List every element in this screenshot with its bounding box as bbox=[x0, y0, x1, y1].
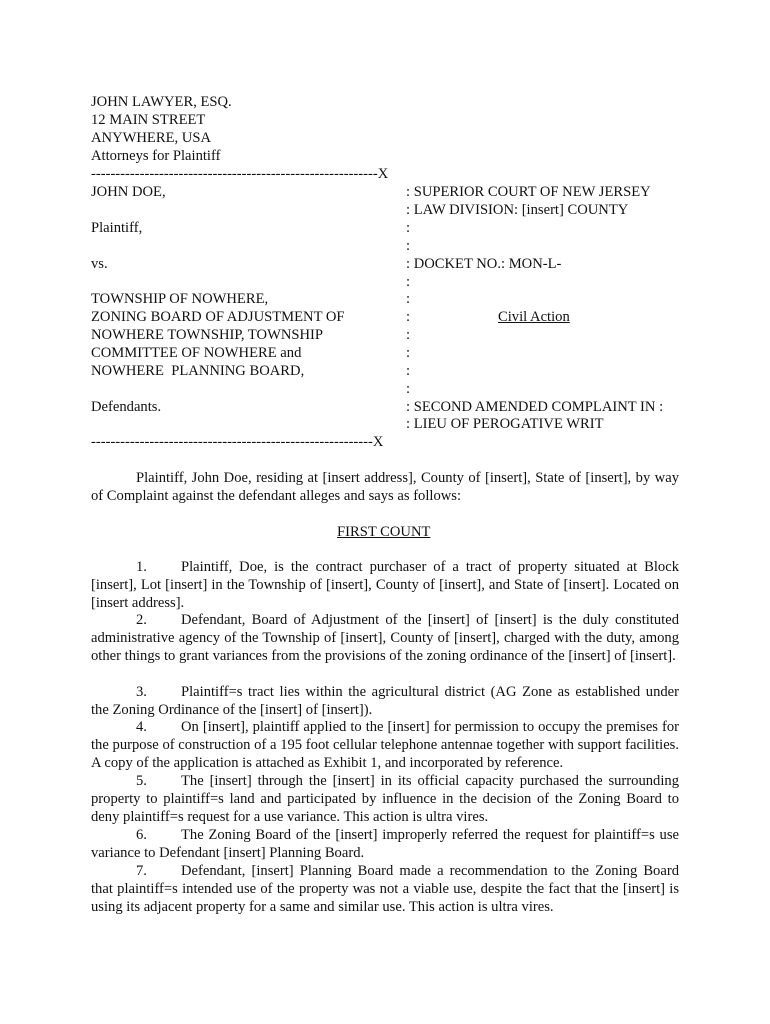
paragraph-text: Plaintiff=s tract lies within the agricultural district (AG Zone as established under the Zoning Ordinance of the [insert] of [insert]). bbox=[91, 684, 679, 718]
intro-paragraph: Plaintiff, John Doe, residing at [insert address], County of [insert], State of [insert], by way of Complaint against the defendant alleges and says as follows: bbox=[91, 470, 679, 504]
caption-colon: : bbox=[406, 291, 411, 307]
numbered-paragraph bbox=[91, 719, 679, 772]
defendant-line: NOWHERE PLANNING BOARD, bbox=[91, 363, 305, 379]
caption-colon: : bbox=[406, 238, 411, 254]
attorney-city: ANYWHERE, USA bbox=[91, 130, 211, 146]
caption-colon: : bbox=[406, 274, 411, 290]
paragraph-text: Defendant, [insert] Planning Board made a recommendation to the Zoning Board that plaintiff=s intended use of the property was not a viable use, despite the fact that the [insert] is using its adjacent property for a same and similar use. This action is ultra vires. bbox=[91, 863, 679, 915]
versus-label: vs. bbox=[91, 256, 108, 272]
paragraph-number: 2. bbox=[136, 612, 147, 628]
defendants-label: Defendants. bbox=[91, 399, 162, 415]
caption-colon: : bbox=[406, 363, 411, 379]
caption-rule-bottom: ----------------------------------------------------------X bbox=[91, 434, 384, 450]
numbered-paragraph bbox=[91, 612, 679, 665]
document-title-line2: : LIEU OF PEROGATIVE WRIT bbox=[406, 416, 604, 432]
court-name: : SUPERIOR COURT OF NEW JERSEY bbox=[406, 184, 651, 200]
caption-colon: : bbox=[406, 381, 411, 397]
document-title-line1: : SECOND AMENDED COMPLAINT IN : bbox=[406, 399, 664, 415]
defendant-line: NOWHERE TOWNSHIP, TOWNSHIP bbox=[91, 327, 324, 343]
caption-colon: : bbox=[406, 220, 411, 236]
attorney-name: JOHN LAWYER, ESQ. bbox=[91, 94, 232, 110]
paragraph-number: 1. bbox=[136, 559, 147, 575]
attorney-role: Attorneys for Plaintiff bbox=[91, 148, 221, 164]
paragraph-number: 5. bbox=[136, 773, 147, 789]
court-division: : LAW DIVISION: [insert] COUNTY bbox=[406, 202, 629, 218]
paragraph-text: Plaintiff, Doe, is the contract purchaser of a tract of property situated at Block [insert], Lot [insert] in the Township of [insert], County of [insert], and State of [insert]. Located on [insert address]. bbox=[91, 559, 679, 611]
numbered-paragraph bbox=[91, 827, 679, 863]
caption-colon: : bbox=[406, 327, 411, 343]
paragraph-text: On [insert], plaintiff applied to the [insert] for permission to occupy the premises for the purpose of construction of a 195 foot cellular telephone antennae together with support facilities. A copy of the application is attached as Exhibit 1, and incorporated by reference. bbox=[91, 719, 679, 771]
paragraph-number: 3. bbox=[136, 684, 147, 700]
civil-action-label: Civil Action bbox=[498, 309, 570, 325]
paragraph-text: Defendant, Board of Adjustment of the [insert] of [insert] is the duly constituted administrative agency of the Township of [insert], County of [insert], charged with the duty, among other things to grant variances from the provisions of the zoning ordinance of the [insert] of [insert]. bbox=[91, 612, 679, 664]
plaintiff-name: JOHN DOE, bbox=[91, 184, 166, 200]
caption-colon: : bbox=[406, 309, 411, 325]
paragraph-number: 6. bbox=[136, 827, 147, 843]
paragraph-text: The Zoning Board of the [insert] improperly referred the request for plaintiff=s use variance to Defendant [insert] Planning Board. bbox=[91, 827, 679, 861]
plaintiff-label: Plaintiff, bbox=[91, 220, 143, 236]
defendant-line: COMMITTEE OF NOWHERE and bbox=[91, 345, 302, 361]
caption-rule-top: -----------------------------------------------------------X bbox=[91, 166, 389, 182]
count-heading: FIRST COUNT bbox=[337, 524, 431, 540]
paragraph-number: 7. bbox=[136, 863, 147, 879]
attorney-street: 12 MAIN STREET bbox=[91, 112, 206, 128]
paragraph-number: 4. bbox=[136, 719, 147, 735]
numbered-paragraph bbox=[91, 559, 679, 612]
defendant-line: TOWNSHIP OF NOWHERE, bbox=[91, 291, 269, 307]
docket-number: : DOCKET NO.: MON-L- bbox=[406, 256, 562, 272]
caption-colon: : bbox=[406, 345, 411, 361]
numbered-paragraph bbox=[91, 773, 679, 826]
numbered-paragraph bbox=[91, 863, 679, 916]
defendant-line: ZONING BOARD OF ADJUSTMENT OF bbox=[91, 309, 345, 325]
paragraph-text: The [insert] through the [insert] in its official capacity purchased the surrounding property to plaintiff=s land and participated by influence in the decision of the Zoning Board to deny plaintiff=s request for a use variance. This action is ultra vires. bbox=[91, 773, 679, 825]
numbered-paragraph bbox=[91, 684, 679, 720]
